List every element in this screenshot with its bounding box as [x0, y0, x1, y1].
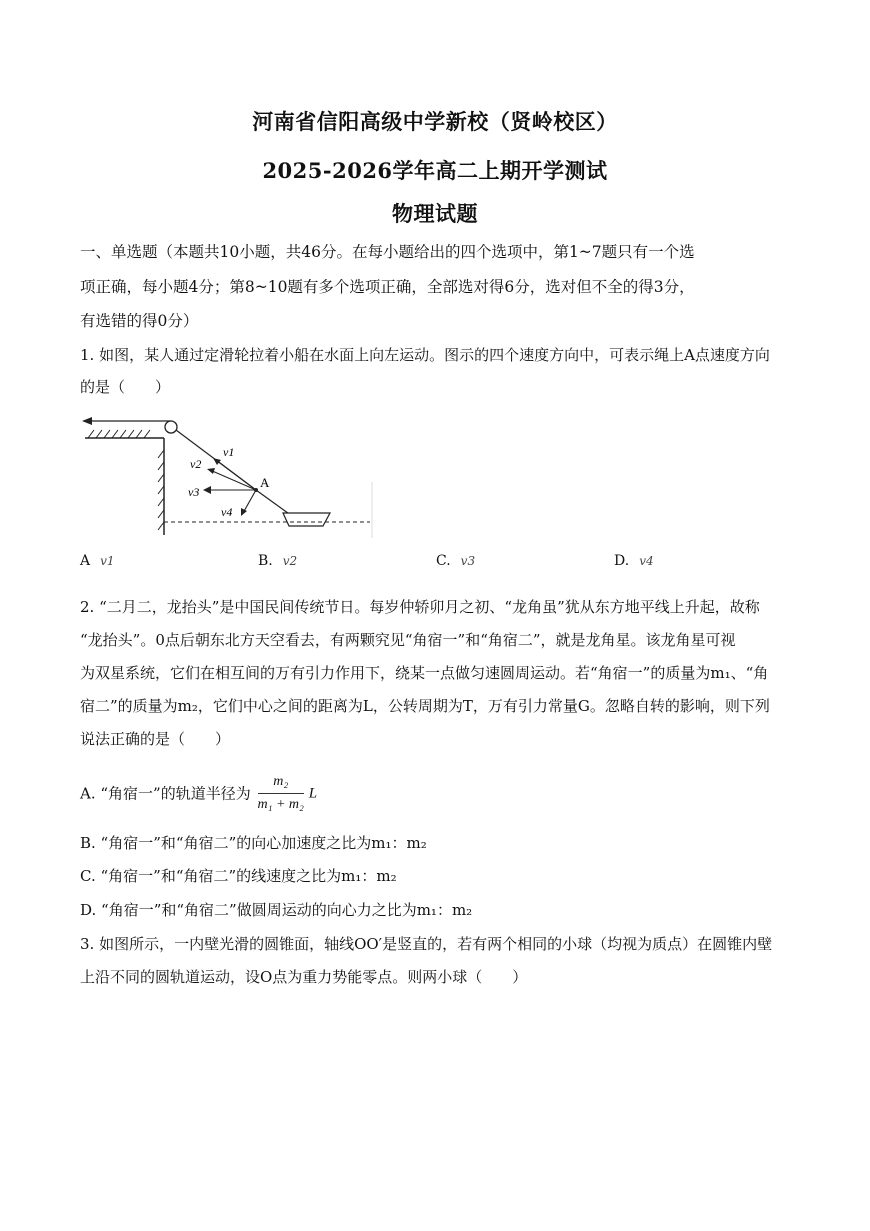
option-letter: B. [258, 553, 273, 569]
option-value: v1 [100, 554, 115, 568]
exam-title: 2025-2026学年高二上期开学测试 [262, 158, 608, 183]
question-2-stem: 宿二”的质量为m₂，它们中心之间的距离为L，公转周期为T，万有引力常量G。忽略自转的影响，则下列 [80, 697, 770, 715]
option-letter: A [80, 553, 91, 569]
section-instructions-line: 有选错的得0分） [80, 312, 199, 330]
q2-option-d[interactable]: D. “角宿一”和“角宿二”做圆周运动的向心力之比为m₁：m₂ [80, 901, 473, 919]
question-2-stem: 2. “二月二，龙抬头”是中国民间传统节日。每岁仲轿卯月之初、“龙角虽”犹从东方地平线上升起，故称 [80, 598, 760, 616]
label-v2: v2 [190, 457, 202, 471]
label-v3: v3 [188, 485, 200, 499]
question-2-stem: “龙抬头”。0点后朝东北方天空看去，有两颗究见“角宿一”和“角宿二”，就是龙角星。该龙角星可视 [80, 631, 736, 649]
pulley-boat-figure [80, 410, 380, 540]
q2-option-c[interactable]: C. “角宿一”和“角宿二”的线速度之比为m₁：m₂ [80, 867, 397, 885]
option-value: v4 [639, 554, 654, 568]
option-value: v3 [460, 554, 476, 568]
label-v4: v4 [221, 505, 233, 519]
q2-option-b[interactable]: B. “角宿一”和“角宿二”的向心加速度之比为m₁：m₂ [80, 834, 427, 852]
question-1-stem: 1. 如图，某人通过定滑轮拉着小船在水面上向左运动。图示的四个速度方向中，可表示绳上A点速度方向 [80, 346, 770, 364]
label-v1: v1 [223, 445, 235, 459]
option-value: v2 [282, 554, 298, 568]
q2-option-a[interactable] [80, 772, 800, 816]
q1-option-c[interactable] [436, 553, 475, 569]
question-3-stem: 上沿不同的圆轨道运动，设O点为重力势能零点。则两小球（ ） [80, 968, 528, 986]
question-2-stem: 说法正确的是（ ） [80, 730, 231, 748]
question-2-stem: 为双星系统，它们在相互间的万有引力作用下，绕某一点做匀速圆周运动。若“角宿一”的质量为m₁、“角 [80, 664, 769, 682]
fraction-numerator: m₂ [258, 772, 304, 794]
q1-option-a[interactable] [80, 553, 115, 569]
option-letter: D. [614, 553, 630, 569]
question-1-stem: 的是（ ） [80, 378, 171, 396]
school-title: 河南省信阳高级中学新校（贤岭校区） [252, 109, 618, 134]
section-instructions-line: 项正确，每小题4分；第8~10题有多个选项正确，全部选对得6分，选对但不全的得3分， [80, 278, 695, 296]
label-point-a: A [260, 475, 270, 490]
option-a-text: A. “角宿一”的轨道半径为 [80, 784, 251, 803]
subject-title: 物理试题 [392, 201, 478, 226]
length-symbol: L [308, 785, 318, 802]
option-letter: C. [436, 553, 451, 569]
question-3-stem: 3. 如图所示，一内壁光滑的圆锥面，轴线OO′是竖直的，若有两个相同的小球（均视为质点）在圆锥内壁 [80, 935, 773, 953]
radius-fraction [258, 772, 304, 815]
fraction-denominator: m₁ + m₂ [257, 797, 304, 812]
q1-option-b[interactable] [258, 553, 297, 569]
q1-option-d[interactable] [614, 553, 654, 569]
section-instructions-line: 一、单选题（本题共10小题，共46分。在每小题给出的四个选项中，第1~7题只有一个选 [80, 243, 695, 261]
